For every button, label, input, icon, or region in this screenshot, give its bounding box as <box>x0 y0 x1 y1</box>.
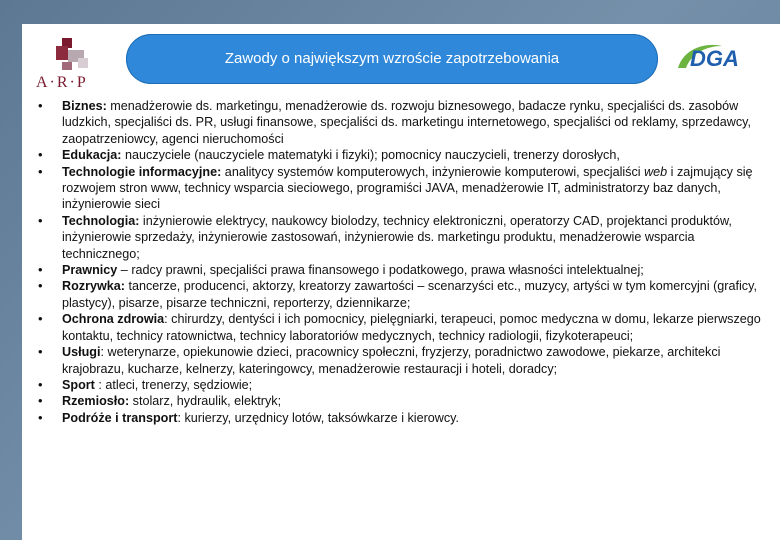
item-text: menadżerowie ds. marketingu, menadżerowie ds. rozwoju biznesowego, badacze rynku, specjaliści ds. zasobów ludzkich, specjaliści ds. PR, usługi finansowe, specjaliści ds. marketingu internetowego, specjaliści od reklamy, sprzedawcy, zaopatrzeniowcy, agenci nieruchomości <box>62 99 751 146</box>
list-item <box>38 393 762 409</box>
item-label: Biznes: <box>62 99 107 113</box>
arp-logo <box>36 36 116 94</box>
item-label: Edukacja: <box>62 148 122 163</box>
slide <box>22 24 780 540</box>
item-text: – radcy prawni, specjaliści prawa finansowego i podatkowego, prawa własności intelektualnej; <box>117 263 644 278</box>
item-text: inżynierowie elektrycy, naukowcy biolodzy, technicy elektroniczni, operatorzy CAD, projektanci produktów, inżynierowie sprzedaży, inżynierowie zastosowań, inżynierowie ds. marketingu produktu, menadżerowie wsparcia technicznego; <box>62 213 732 261</box>
page-number: 15 <box>732 496 745 508</box>
bullet-icon: • <box>38 409 43 425</box>
item-text: tancerze, producenci, aktorzy, kreatorzy zawartości – scenarzyści etc., muzycy, artyści w tym komercyjni (graficy, plastycy), pisarze, pisarze techniczni, reporterzy, dziennikarze; <box>62 279 757 310</box>
list-item <box>38 376 762 393</box>
item-text-italic: web <box>644 164 668 179</box>
bullet-list <box>38 98 762 426</box>
bullet-icon: • <box>38 147 43 163</box>
list-item <box>38 409 762 426</box>
dga-logo-text: DGA <box>690 46 739 71</box>
list-item <box>38 311 762 344</box>
item-label: Sport <box>62 377 95 392</box>
item-label: Usługi <box>62 345 101 360</box>
item-label: Rzemiosło: <box>62 394 130 409</box>
item-label: Technologia: <box>62 213 140 228</box>
list-item <box>38 344 762 377</box>
item-label: Ochrona zdrowia <box>62 312 165 327</box>
bullet-icon: • <box>38 311 43 327</box>
list-item <box>38 278 762 311</box>
item-text: : weterynarze, opiekunowie dzieci, pracownicy społeczni, fryzjerzy, poradnictwo zawodowe, piekarze, architekci krajobrazu, kucharze, kelnerzy, kateringowcy, menadżerowie restauracji i hoteli, doradcy; <box>62 345 721 376</box>
item-text: : chirurdzy, dentyści i ich pomocnicy, pielęgniarki, terapeuci, pomoc medyczna w domu, lekarze pierwszego kontaktu, technicy ratownictwa, technicy laboratoriów medycznych, technicy radiologii, fizykoterapeuci; <box>62 312 761 343</box>
list-item <box>38 98 762 147</box>
arp-logo-text: A·R·P <box>36 74 88 91</box>
item-label: Rozrywka: <box>62 279 125 294</box>
item-text: : kurierzy, urzędnicy lotów, taksówkarze i kierowcy. <box>177 410 460 425</box>
item-text: nauczyciele (nauczyciele matematyki i fizyki); pomocnicy nauczycieli, trenerzy dorosłych, <box>121 148 620 163</box>
bullet-icon: • <box>38 344 43 360</box>
item-text: : atleci, trenerzy, sędziowie; <box>94 377 253 392</box>
item-text: i zajmujący się rozwojem stron www, technicy wsparcia sieciowego, programiści JAVA, menadżerowie IT, administratorzy baz danych, inżynierowie sieci <box>62 164 753 212</box>
bullet-icon: • <box>38 393 43 409</box>
bullet-icon: • <box>38 163 43 179</box>
item-label: Technologie informacyjne: <box>62 164 222 179</box>
list-item <box>38 262 762 278</box>
dga-logo-icon <box>672 40 752 74</box>
item-label: Podróże i transport <box>62 410 178 425</box>
dga-logo <box>672 40 752 74</box>
bullet-icon: • <box>38 376 43 392</box>
bullet-icon: • <box>38 262 43 278</box>
arp-logo-mark-icon <box>54 36 98 74</box>
slide-title: Zawody o największym wzroście zapotrzebowania <box>224 50 560 67</box>
item-text: stolarz, hydraulik, elektryk; <box>129 394 282 409</box>
list-item <box>38 163 762 213</box>
list-item <box>38 147 762 163</box>
bullet-icon: • <box>38 98 43 113</box>
item-text: analitycy systemów komputerowych, inżynierowie komputerowi, specjaliści <box>221 164 645 179</box>
bullet-icon: • <box>38 278 43 294</box>
item-label: Prawnicy <box>62 263 118 278</box>
title-banner <box>126 34 658 84</box>
bullet-icon: • <box>38 212 43 228</box>
list-item <box>38 212 762 262</box>
